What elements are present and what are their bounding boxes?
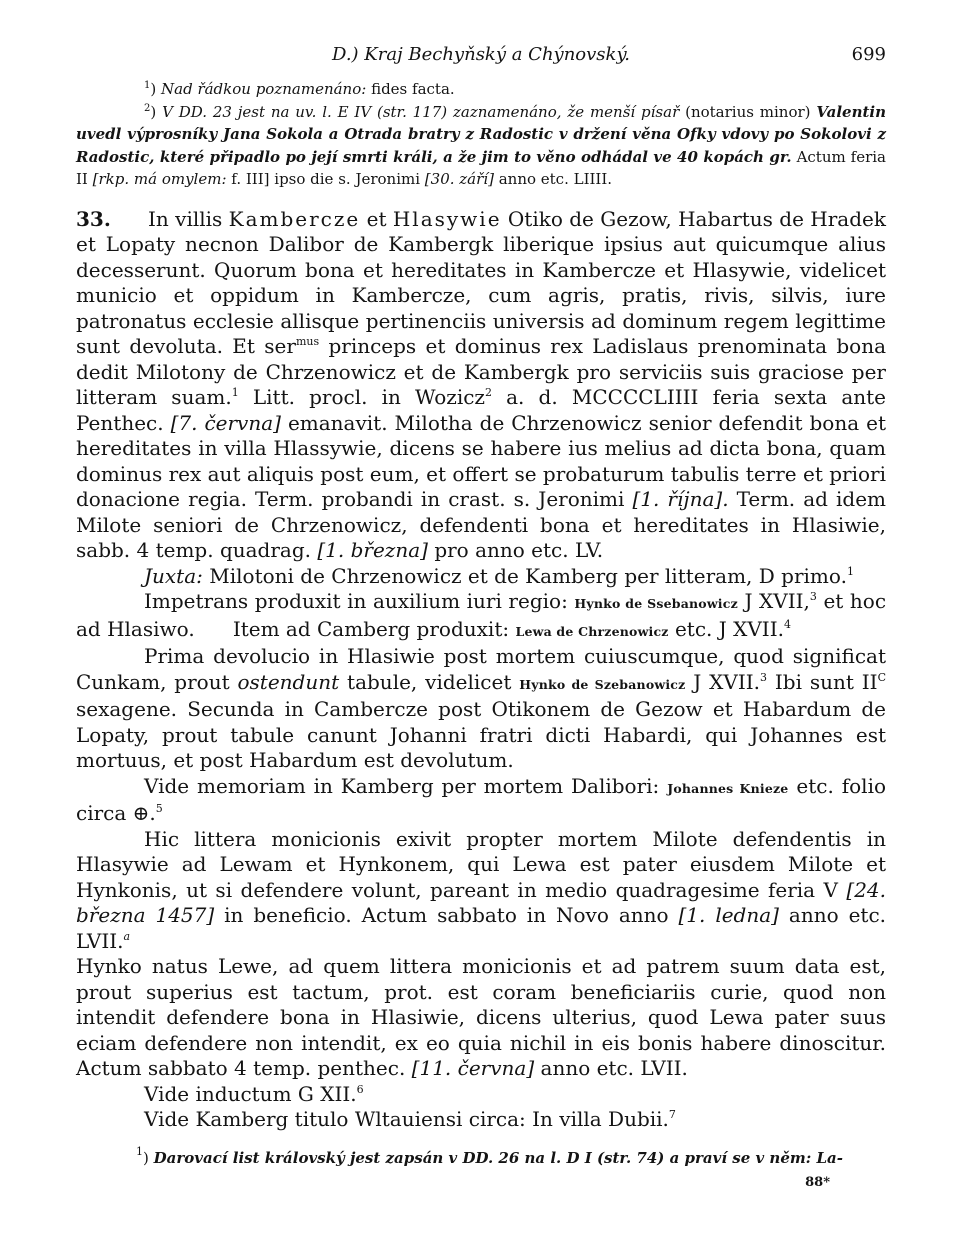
vide-kamberg: Vide Kamberg titulo Wltauiensi circa: In villa Dubii.$^7$: [144, 1107, 676, 1131]
entry-33: 33. In villis Kambercze et Hlasywie Otiko de Gezow, Habartus de Hradek et Lopaty necnon Dalibor de Kambergk liberique ipsius aut quicumque alius decesserunt. Quorum bona et hereditates in Kambercze et Hlasywie, videlicet municio et oppidum in Kambercze, cum agris, pratis, rivis, silvis, iure patronatus ecclesie allisque pertinenciis universis ad dominum regem legittime sunt devoluta. Et ser$^{mus}$ princeps et dominus rex Ladislaus prenominata bona dedit Milotony de Chrzenowicz et de Kambergk pro serviciis suis graciose per litteram suam.$^1$ Litt. procl. in Wozicz$^2$ a. d. MCCCCLIIII feria sexta ante Penthec. [7. června] emanavit. Milotha de Chrzenowicz senior defendit bona et hereditates in villa Hlassywie, dicens se habere ius melius ad dicta bona, quam dominus rex aut aliquis post eum, et offert se probaturum tabulis terre et priori donacione regia. Term. probandi in crast. s. Jeronimi [1. října]. Term. ad idem Milote seniori de Chrzenowicz, defendenti bona et hereditates in Hlasiwie, sabb. 4 temp. quadrag. [1. března] pro anno etc. LV.: [76, 206, 887, 562]
main-text: [76, 207, 886, 1133]
footnote-1: $^1$) Nad řádkou poznamenáno: fides facta.: [144, 80, 455, 98]
document-page: [76, 44, 886, 1190]
running-title: D.) Kraj Bechyňský a Chýnovský.: [332, 44, 630, 65]
running-header: [76, 44, 886, 78]
vide-memoriam-paragraph: Vide memoriam in Kamberg per mortem Dalibori: Johannes Knieze etc. folio circa ⊕.$^5$: [76, 773, 887, 825]
footnote-bottom: $^1$) Darovací list královský jest zapsán v DD. 26 na l. D I (str. 74) a praví se v něm: La-: [136, 1144, 843, 1167]
page-number: 699: [851, 44, 886, 65]
footnotes-top: [76, 78, 886, 191]
vide-inductum: Vide inductum G XII.$^6$: [144, 1081, 364, 1106]
impetrans-paragraph: Impetrans produxit in auxilium iuri regio: Hynko de Ssebanowicz J XVII,$^3$ et hoc ad Hlasiwo. Item ad Camberg produxit: Lewa de Chrzenowicz etc. J XVII.$^4$: [76, 589, 887, 641]
hynko-paragraph: Hynko natus Lewe, ad quem littera monicionis et ad patrem suum data est, prout superius est tactum, prot. est coram beneficiariis curie, quod non intendit defendere bona in Hlasiwie, dicens ulterius, quod Lewa pater suus eciam defendere non intendit, ex eo quia nichil in eis bonis habere dinoscitur. Actum sabbato 4 temp. penthec. [11. června] anno etc. LVII.: [76, 954, 886, 1080]
footnote-2: $^2$) V DD. 23 jest na uv. l. E IV (str. 117) zaznamenáno, že menší písař (notarius minor) Valentin uvedl výprosníky Jana Sokola a Otrada bratry z Radostic v držení věna Ofky vdovy po Sokolovi z Radostic, které připadlo po její smrti králi, a že jim to věno odhádal ve 40 kopách gr. Actum feria II [rkp. má omylem: f. III] ipso die s. Jeronimi [30. září] anno etc. LIIII.: [76, 102, 887, 188]
juxta-paragraph: Juxta: Milotoni de Chrzenowicz et de Kamberg per litteram, D primo.$^1$: [144, 563, 854, 588]
signature-mark: 88*: [805, 1174, 830, 1190]
hic-littera-paragraph: Hic littera monicionis exivit propter mortem Milote defendentis in Hlasywie ad Lewam et Hynkonem, qui Lewa est pater eiusdem Milote et Hynkonis, ut si defendere volunt, pareant in medio quadragesime feria V [24. března 1457] in beneficio. Actum sabbato in Novo anno [1. ledna] anno etc. LVII.$^a$: [76, 826, 886, 953]
entry-number: 33.: [76, 206, 111, 231]
prima-paragraph: Prima devolucio in Hlasiwie post mortem cuiuscumque, quod significat Cunkam, prout ostendunt tabule, videlicet Hynko de Szebanowicz J XVII.$^3$ Ibi sunt $II^C$ sexagene. Secunda in Cambercze post Otikonem de Gezow et Habardum de Lopaty, prout tabule canunt Johanni fratri dicti Habardi, qui Johannes est mortuus, et post Habardum est devolutum.: [76, 644, 887, 772]
